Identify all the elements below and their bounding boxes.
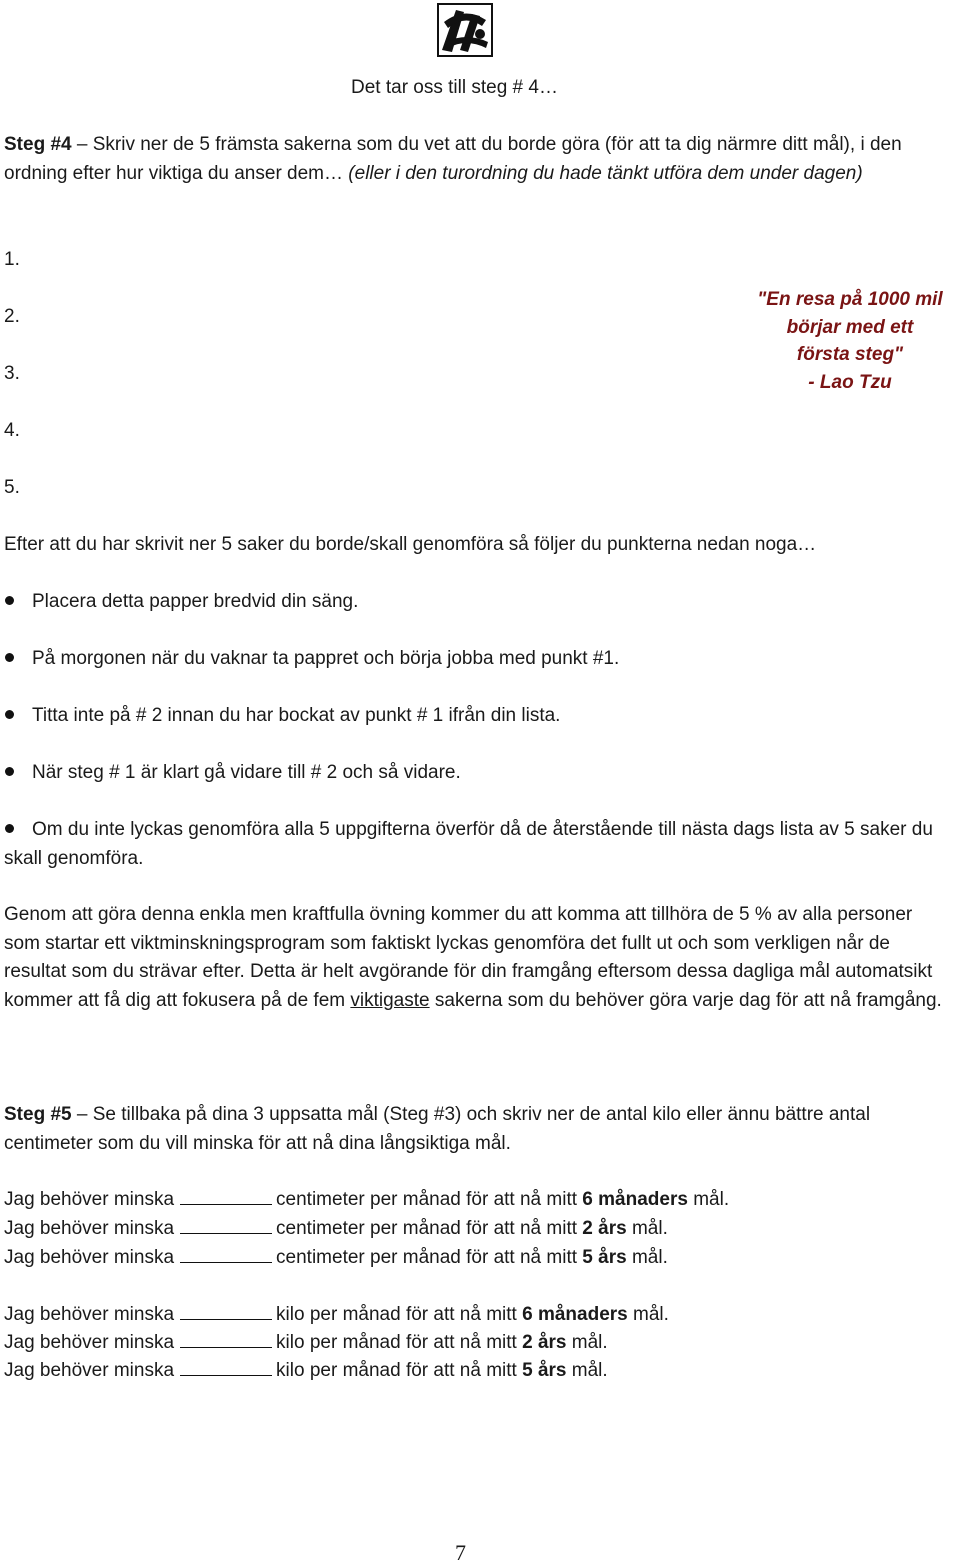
step5-paragraph: [4, 1101, 944, 1158]
fill-in-blank[interactable]: [180, 1246, 272, 1263]
list-number-1: 1.: [4, 249, 20, 270]
bullet-item: [4, 759, 461, 787]
bullet-icon: [5, 824, 14, 833]
list-number-3: 3.: [4, 363, 20, 384]
step5-dash: –: [71, 1104, 93, 1125]
quote-line-3: första steg": [796, 344, 904, 365]
list-number-4: 4.: [4, 420, 20, 441]
summary-text: Genom att göra denna enkla men kraftfulla övning kommer du att komma att tillhöra de 5 % av alla personer som startar ett viktminskningsprogram som faktiskt lyckas genomföra det fullt ut och som verkligen når de resultat som du strävar efter. Detta är helt avgörande för din framgång eftersom dessa dagliga mål automatsikt kommer att få dig att fokusera på de fem: [4, 904, 933, 1011]
list-number-5: 5.: [4, 477, 20, 498]
step4-italic: (eller i den turordning du hade tänkt utföra dem under dagen): [348, 162, 863, 184]
bullet-icon: [5, 767, 14, 776]
fill-in-blank[interactable]: [180, 1303, 272, 1320]
bullet-icon: [5, 710, 14, 719]
bullet-text: När steg # 1 är klart gå vidare till # 2 och så vidare.: [32, 762, 461, 783]
worksheet-line: Jag behöver minska kilo per månad för att nå mitt 6 månaders mål.: [4, 1304, 669, 1325]
fill-in-blank[interactable]: [180, 1359, 272, 1376]
quote-author: - Lao Tzu: [808, 371, 892, 393]
fill-in-blank[interactable]: [180, 1331, 272, 1348]
bullet-item: [4, 645, 619, 673]
summary-underlined: viktigaste: [350, 989, 430, 1011]
fill-in-blank[interactable]: [180, 1188, 272, 1205]
summary-end: sakerna som du behöver göra varje dag för att nå framgång.: [429, 989, 942, 1011]
bullet-item: [4, 702, 560, 730]
bullet-item: [4, 816, 934, 873]
after-text: Efter att du har skrivit ner 5 saker du borde/skall genomföra så följer du punkterna nedan noga…: [4, 534, 817, 555]
intro-text: Det tar oss till steg # 4…: [351, 77, 558, 98]
quote-line-2: börjar med ett: [786, 316, 914, 338]
step4-paragraph: [4, 131, 944, 188]
bullet-text: På morgonen när du vaknar ta pappret och börja jobba med punkt #1.: [32, 648, 620, 669]
bullet-item: [4, 588, 358, 616]
bullet-text: Om du inte lyckas genomföra alla 5 uppgifterna överför då de återstående till nästa dags lista av 5 saker du skall genomföra.: [4, 819, 933, 869]
worksheet-line: Jag behöver minska kilo per månad för att nå mitt 2 års mål.: [4, 1332, 608, 1353]
lao-tzu-quote: [740, 286, 960, 396]
fill-in-blank[interactable]: [180, 1217, 272, 1234]
quote-line-1: "En resa på 1000 mil: [757, 289, 943, 310]
step5-label: Steg #5: [4, 1104, 72, 1125]
step4-label: Steg #4: [4, 134, 72, 155]
worksheet-line: Jag behöver minska kilo per månad för att nå mitt 5 års mål.: [4, 1360, 608, 1381]
bullet-text: Titta inte på # 2 innan du har bockat av punkt # 1 ifrån din lista.: [32, 705, 561, 726]
worksheet-line: Jag behöver minska centimeter per månad för att nå mitt 6 månaders mål.: [4, 1189, 730, 1210]
step4-dash: –: [71, 134, 93, 155]
step5-text: Se tillbaka på dina 3 uppsatta mål (Steg #3) och skriv ner de antal kilo eller ännu bättre antal centimeter som du vill minska för att nå dina långsiktiga mål.: [4, 1104, 871, 1154]
logo-icon: [436, 2, 494, 58]
list-number-2: 2.: [4, 306, 20, 327]
step4-text: Skriv ner de 5 främsta sakerna som du vet att du borde göra (för att ta dig närmre ditt mål), i den ordning efter hur viktiga du anser dem…: [4, 134, 902, 184]
page-number: 7: [455, 1540, 466, 1565]
bullet-icon: [5, 596, 14, 605]
worksheet-line: Jag behöver minska centimeter per månad för att nå mitt 2 års mål.: [4, 1218, 668, 1239]
summary-paragraph: [4, 901, 944, 1015]
worksheet-line: Jag behöver minska centimeter per månad för att nå mitt 5 års mål.: [4, 1247, 668, 1268]
bullet-text: Placera detta papper bredvid din säng.: [32, 591, 359, 612]
bullet-icon: [5, 653, 14, 662]
